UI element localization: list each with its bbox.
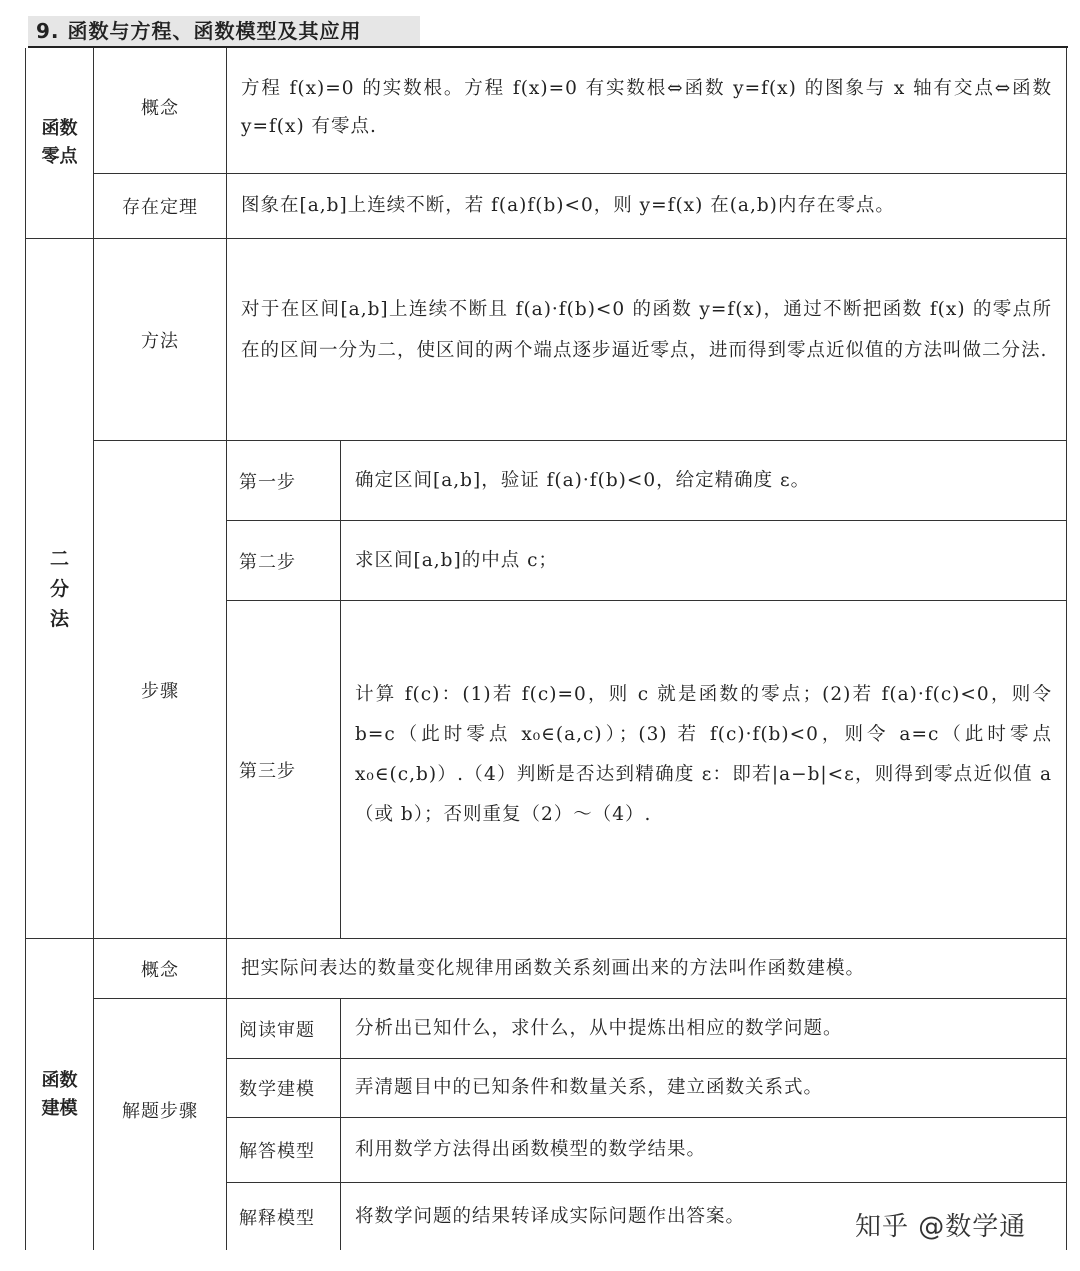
bisection-steps-label: 步骤 [141, 680, 179, 702]
step2-text: 求区间[a,b]的中点 c； [355, 549, 558, 571]
bisection-method-text: 对于在区间[a,b]上连续不断且 f(a)·f(b)<0 的函数 y=f(x)，通过不断把函数 f(x) 的零点所在的区间一分为二，使区间的两个端点逐步逼近零点，进而得到零点近似值的方法叫做二分法. [241, 298, 1052, 361]
section-zero-line2: 零点 [41, 146, 78, 167]
modeling-step-text-3: 利用数学方法得出函数模型的数学结果。 [355, 1139, 707, 1160]
modeling-step-label-2: 数学建模 [239, 1079, 315, 1100]
section-bisection-line1: 二 [49, 547, 69, 570]
section-bisection-line3: 法 [49, 607, 69, 630]
section-bisection-line2: 分 [49, 577, 69, 600]
modeling-step-label-1: 阅读审题 [239, 1019, 315, 1041]
modeling-concept-text: 把实际问表达的数量变化规律用函数关系刻画出来的方法叫作函数建模。 [241, 957, 866, 979]
step1-text: 确定区间[a,b]，验证 f(a)·f(b)<0，给定精确度 ε。 [355, 469, 811, 491]
bisection-method-label: 方法 [141, 330, 179, 352]
zero-theorem-text: 图象在[a,b]上连续不断，若 f(a)f(b)<0，则 y=f(x) 在(a,b)内存在零点。 [241, 195, 895, 216]
step3-text: 计算 f(c)：(1)若 f(c)=0，则 c 就是函数的零点；(2)若 f(a)·f(c)<0，则令 b=c（此时零点 x₀∈(a,c)）；(3) 若 f(c)·f(b)<0，则令 a=c（此时零点 x₀∈(c,b)）.（4）判断是否达到精确度 ε：即若|a−b|<ε，则得到零点近似值 a（或 b）；否则重复（2）～（4）. [355, 683, 1052, 825]
zero-theorem-label: 存在定理 [122, 197, 198, 218]
section-modeling-line1: 函数 [41, 1069, 78, 1091]
modeling-step-text-2: 弄清题目中的已知条件和数量关系，建立函数关系式。 [355, 1077, 824, 1098]
modeling-concept-label: 概念 [141, 959, 179, 981]
section-modeling-line2: 建模 [41, 1097, 78, 1119]
section-modeling-title [26, 939, 93, 1250]
page-title: 9. 函数与方程、函数模型及其应用 [28, 16, 420, 46]
section-zero-line1: 函数 [41, 118, 78, 139]
zero-concept-text: 方程 f(x)=0 的实数根。方程 f(x)=0 有实数根⇔函数 y=f(x) 的图象与 x 轴有交点⇔函数 y=f(x) 有零点. [241, 77, 1052, 137]
section-bisection-title [26, 239, 93, 938]
modeling-step-text-4: 将数学问题的结果转译成实际问题作出答案。 [355, 1205, 746, 1227]
step2-label: 第二步 [239, 551, 296, 573]
modeling-step-label-4: 解释模型 [239, 1207, 315, 1229]
section-zero-title [26, 48, 93, 238]
step3-label: 第三步 [239, 760, 296, 782]
step1-label: 第一步 [239, 471, 296, 493]
modeling-steps-label: 解题步骤 [122, 1100, 198, 1122]
modeling-step-label-3: 解答模型 [239, 1141, 315, 1162]
modeling-step-text-1: 分析出已知什么，求什么，从中提炼出相应的数学问题。 [355, 1017, 843, 1039]
watermark: 知乎 @数学通 [855, 1212, 1027, 1242]
table-border-right [1066, 48, 1067, 1250]
zero-concept-label: 概念 [141, 97, 179, 119]
